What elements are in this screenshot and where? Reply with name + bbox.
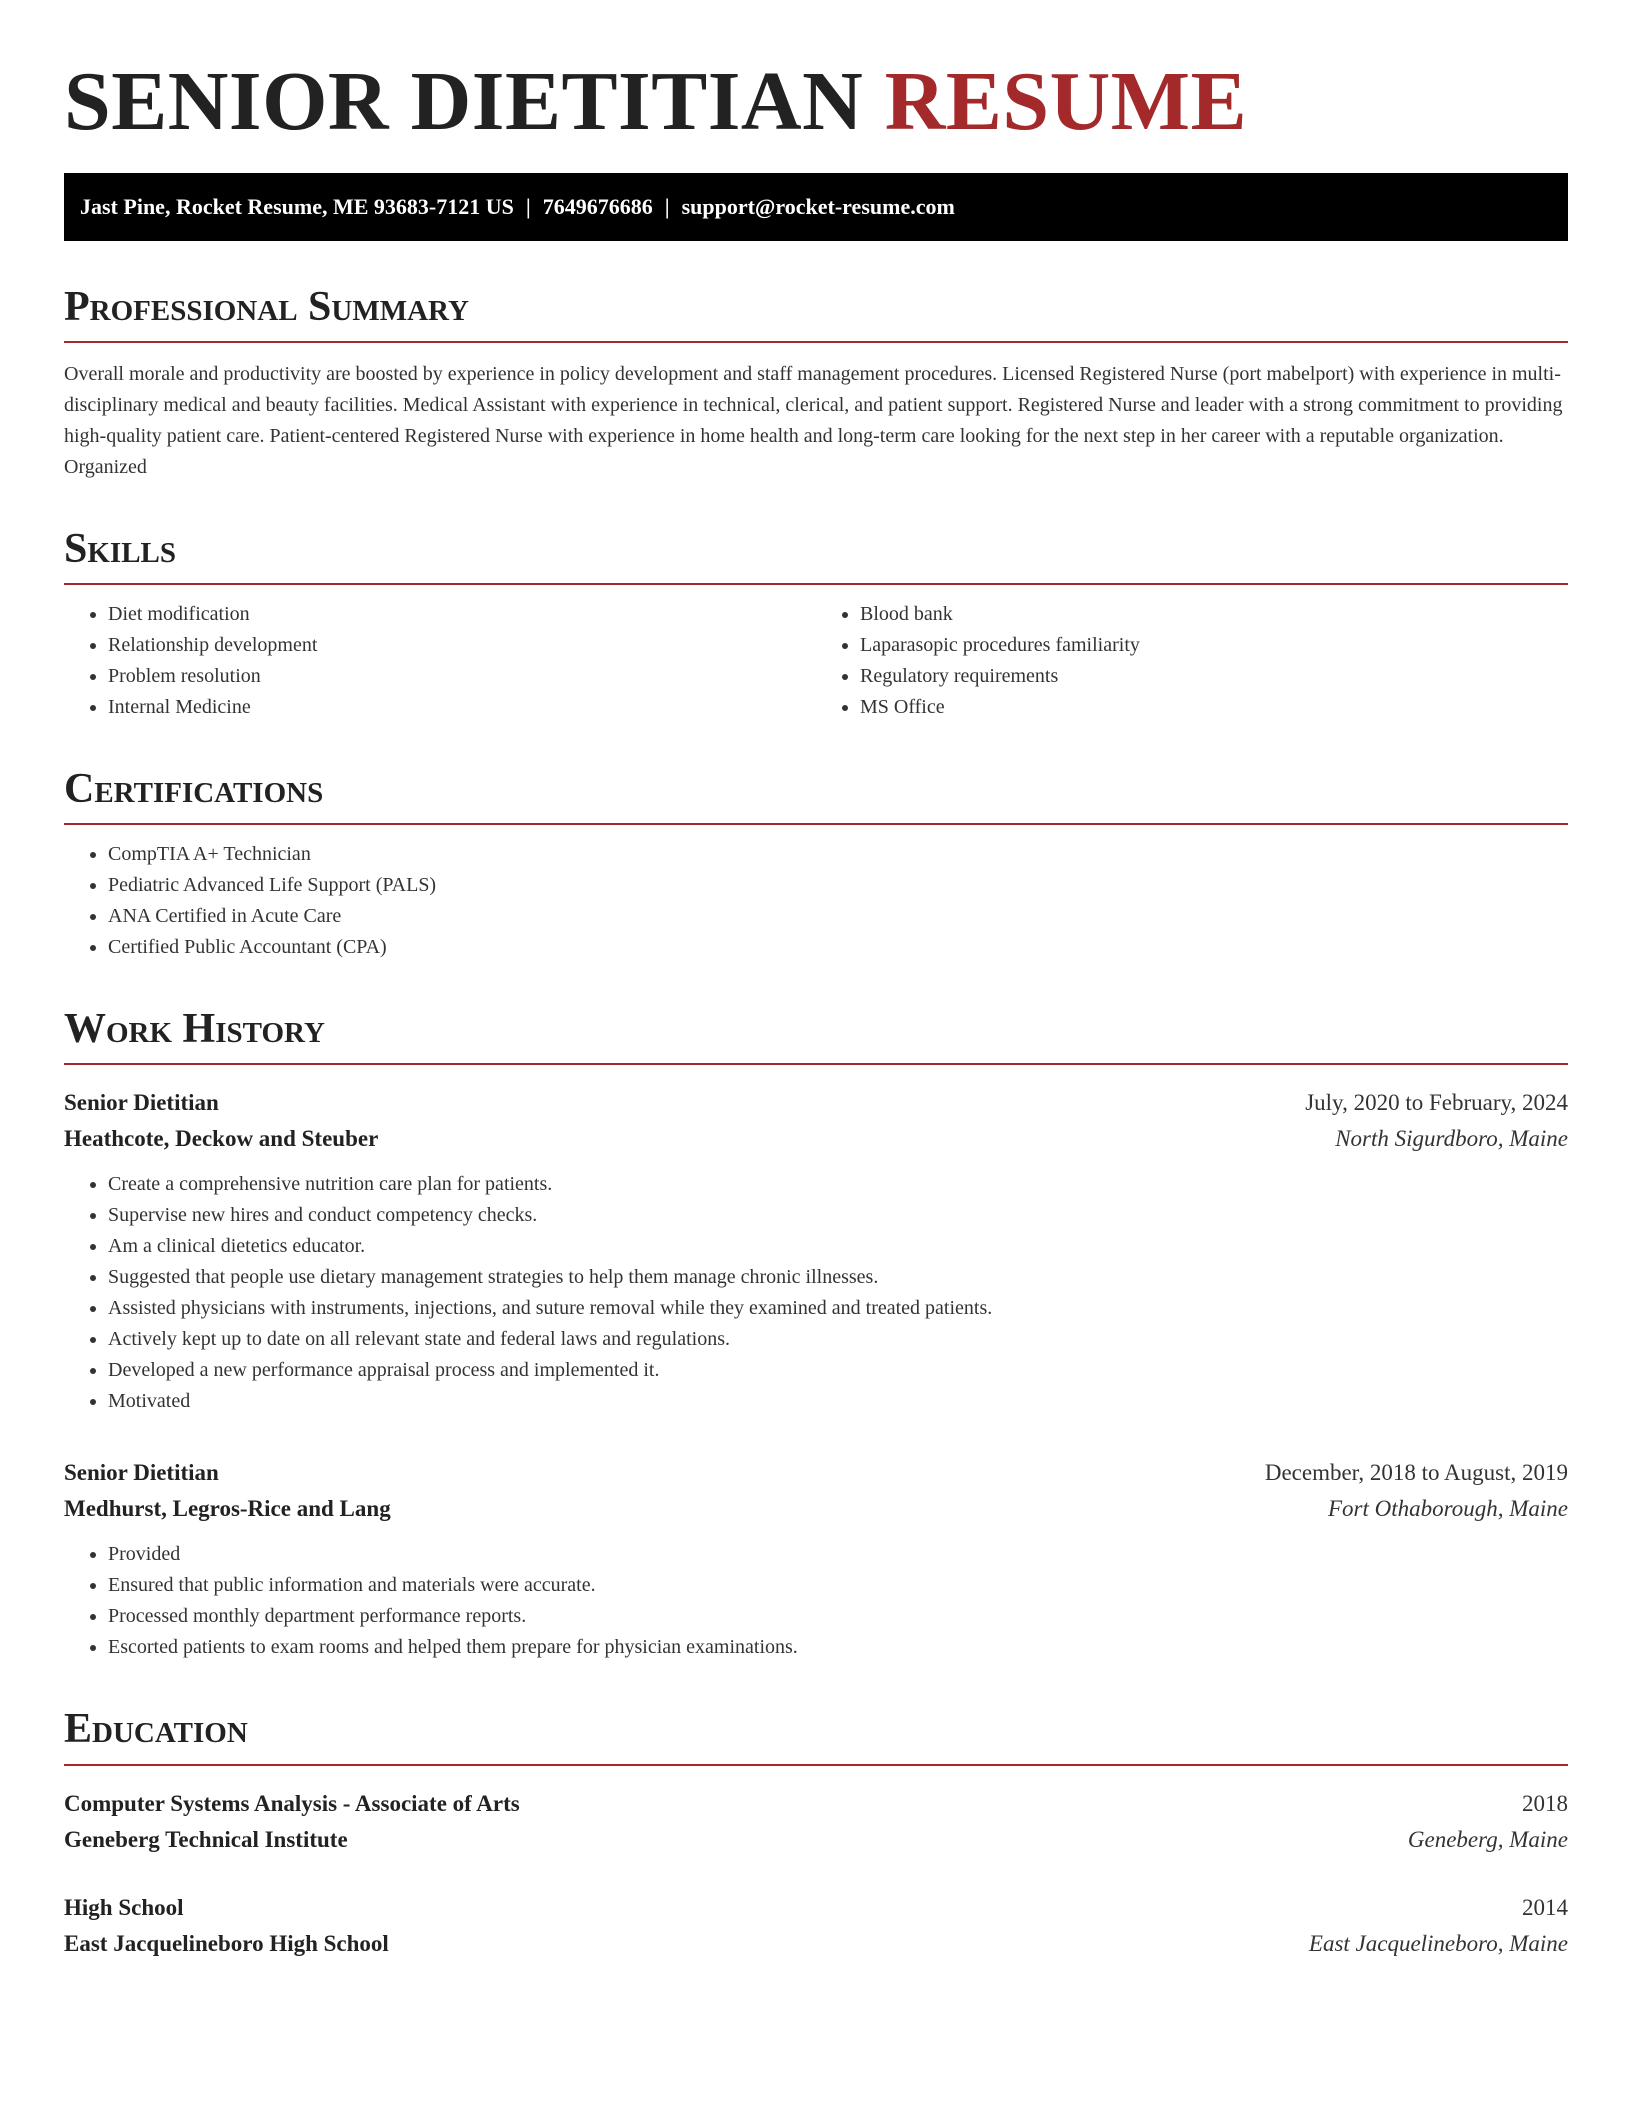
job-duty-item: • Processed monthly department performance reports. — [108, 1601, 1568, 1632]
education-year: 2018 — [1522, 1790, 1568, 1816]
resume-title — [64, 52, 1568, 151]
skill-item: • Problem resolution — [108, 661, 816, 692]
certification-item: • ANA Certified in Acute Care — [108, 901, 1568, 932]
job-duty-item: • Motivated — [108, 1386, 1568, 1417]
job-entry — [64, 1455, 1568, 1663]
contact-email: support@rocket-resume.com — [681, 194, 955, 220]
education-year: 2014 — [1522, 1894, 1568, 1920]
education-entry — [64, 1890, 1568, 1962]
job-title: Senior Dietitian — [64, 1460, 219, 1486]
skills-list-left — [64, 599, 816, 723]
education-location: East Jacquelineboro, Maine — [1308, 1930, 1568, 1956]
skill-item: • Diet modification — [108, 599, 816, 630]
education-entry — [64, 1786, 1568, 1858]
skills-columns — [64, 585, 1568, 723]
skill-item: • Internal Medicine — [108, 692, 816, 723]
job-company: Medhurst, Legros-Rice and Lang — [64, 1496, 391, 1522]
education-degree: Computer Systems Analysis - Associate of Arts — [64, 1790, 520, 1816]
contact-phone: 7649676686 — [542, 194, 653, 220]
job-location: Fort Othaborough, Maine — [1328, 1496, 1568, 1522]
education-location: Geneberg, Maine — [1407, 1826, 1568, 1852]
summary-heading: Professional Summary — [64, 285, 1568, 343]
job-company-row — [64, 1121, 1568, 1157]
job-header-row — [64, 1455, 1568, 1491]
job-duty-item: • Supervise new hires and conduct competency checks. — [108, 1200, 1568, 1231]
education-degree-row — [64, 1890, 1568, 1926]
education-section — [64, 1707, 1568, 1961]
summary-section — [64, 285, 1568, 483]
skill-item: • Regulatory requirements — [860, 661, 1568, 692]
education-degree: High School — [64, 1894, 184, 1920]
title-accent: RESUME — [884, 55, 1248, 148]
job-duty-item: • Assisted physicians with instruments, injections, and suture removal while they examined and treated patients. — [108, 1293, 1568, 1324]
job-company: Heathcote, Deckow and Steuber — [64, 1126, 379, 1152]
job-location: North Sigurdboro, Maine — [1335, 1126, 1568, 1152]
job-duty-item: • Create a comprehensive nutrition care plan for patients. — [108, 1169, 1568, 1200]
skill-item: • MS Office — [860, 692, 1568, 723]
job-title: Senior Dietitian — [64, 1090, 219, 1116]
education-heading: Education — [64, 1707, 1568, 1765]
job-duties-list — [64, 1539, 1568, 1663]
education-school-row — [64, 1822, 1568, 1858]
job-duty-item: • Am a clinical dietetics educator. — [108, 1231, 1568, 1262]
job-duty-item: • Developed a new performance appraisal process and implemented it. — [108, 1355, 1568, 1386]
contact-separator: | — [525, 194, 531, 220]
job-duties-list — [64, 1169, 1568, 1417]
title-main: SENIOR DIETITIAN — [64, 55, 864, 148]
job-duty-item: • Actively kept up to date on all relevant state and federal laws and regulations. — [108, 1324, 1568, 1355]
work-history-section — [64, 1007, 1568, 1663]
work-history-heading: Work History — [64, 1007, 1568, 1065]
education-school: Geneberg Technical Institute — [64, 1826, 348, 1852]
job-dates: December, 2018 to August, 2019 — [1264, 1460, 1568, 1486]
skills-list-right — [816, 599, 1568, 723]
job-duty-item: • Ensured that public information and materials were accurate. — [108, 1570, 1568, 1601]
job-duty-item: • Suggested that people use dietary management strategies to help them manage chronic illnesses. — [108, 1262, 1568, 1293]
contact-address: Jast Pine, Rocket Resume, ME 93683-7121 US — [80, 194, 514, 220]
skill-item: • Relationship development — [108, 630, 816, 661]
certification-item: • Pediatric Advanced Life Support (PALS) — [108, 870, 1568, 901]
skills-heading: Skills — [64, 527, 1568, 585]
certifications-section — [64, 767, 1568, 963]
contact-separator: | — [664, 194, 670, 220]
contact-bar — [64, 173, 1568, 241]
job-entry — [64, 1085, 1568, 1417]
skill-item: • Blood bank — [860, 599, 1568, 630]
job-duty-item: • Escorted patients to exam rooms and helped them prepare for physician examinations. — [108, 1632, 1568, 1663]
job-company-row — [64, 1491, 1568, 1527]
certification-item: • Certified Public Accountant (CPA) — [108, 932, 1568, 963]
summary-text: Overall morale and productivity are boosted by experience in policy development and staff management procedures. Licensed Registered Nurse (port mabelport) with experience in multi-disciplinary medical and beauty facilities. Medical Assistant with experience in technical, clerical, and patient support. Registered Nurse and leader with a strong commitment to providing high-quality patient care. Patient-centered Registered Nurse with experience in home health and long-term care looking for the next step in her career with a reputable organization. Organized — [64, 363, 1563, 479]
certification-item: • CompTIA A+ Technician — [108, 839, 1568, 870]
job-dates: July, 2020 to February, 2024 — [1305, 1090, 1568, 1116]
job-header-row — [64, 1085, 1568, 1121]
skills-section — [64, 527, 1568, 723]
skill-item: • Laparasopic procedures familiarity — [860, 630, 1568, 661]
education-school-row — [64, 1926, 1568, 1962]
education-degree-row — [64, 1786, 1568, 1822]
certifications-list — [64, 839, 1568, 963]
job-duty-item: • Provided — [108, 1539, 1568, 1570]
education-school: East Jacquelineboro High School — [64, 1930, 389, 1956]
certifications-heading: Certifications — [64, 767, 1568, 825]
